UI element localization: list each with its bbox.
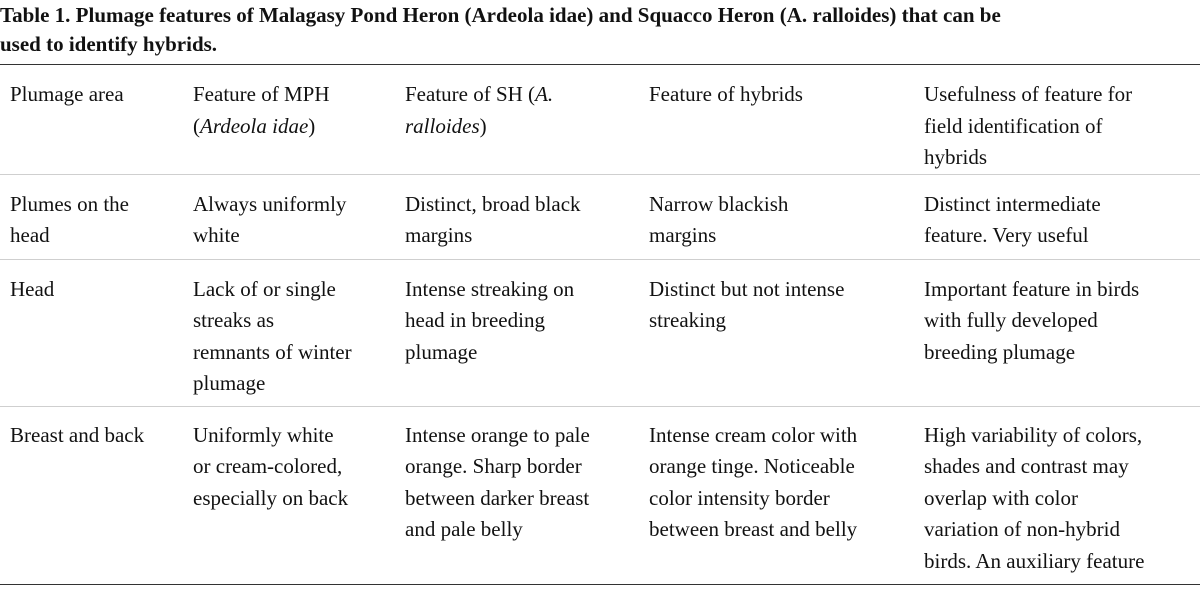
cell-feature-sh: Distinct, broad black margins xyxy=(405,191,581,247)
header-plumage-area: Plumage area xyxy=(10,82,124,106)
table-caption xyxy=(0,0,1200,62)
header-feature-sh: Feature of SH (A. ralloides) xyxy=(405,82,554,138)
header-usefulness: Usefulness of feature for field identification of hybrids xyxy=(924,82,1133,169)
cell-plumage-area: Head xyxy=(10,276,55,301)
cell-feature-mph: Always uniformly white xyxy=(193,191,347,247)
cell-feature-sh: Intense streaking on head in breeding plumage xyxy=(405,276,575,364)
cell-plumage-area: Breast and back xyxy=(10,422,145,447)
caption-line-1: Table 1. Plumage features of Malagasy Pond Heron (Ardeola idae) and Squacco Heron (A. ralloides) that can be xyxy=(0,3,1001,27)
cell-feature-mph: Lack of or single streaks as remnants of winter plumage xyxy=(193,276,352,395)
plumage-features-table xyxy=(0,64,1200,585)
cell-usefulness: Important feature in birds with fully developed breeding plumage xyxy=(924,276,1140,364)
cell-plumage-area: Plumes on the head xyxy=(10,191,129,247)
cell-feature-sh: Intense orange to pale orange. Sharp border between darker breast and pale belly xyxy=(405,422,590,541)
table-row xyxy=(0,259,1200,406)
cell-usefulness: Distinct intermediate feature. Very useful xyxy=(924,191,1101,247)
table-row xyxy=(0,174,1200,259)
caption-line-2: used to identify hybrids. xyxy=(0,32,218,56)
header-feature-hybrids: Feature of hybrids xyxy=(649,82,803,106)
header-feature-mph: Feature of MPH (Ardeola idae) xyxy=(193,82,330,138)
table-row xyxy=(0,406,1200,584)
cell-feature-hybrids: Intense cream color with orange tinge. Noticeable color intensity border between breast and belly xyxy=(649,422,858,541)
cell-feature-mph: Uniformly white or cream-colored, especially on back xyxy=(193,422,349,510)
header-row xyxy=(0,65,1200,175)
cell-feature-hybrids: Distinct but not intense streaking xyxy=(649,276,845,332)
species-genus-sh: A. xyxy=(535,82,554,106)
species-name-mph: Ardeola idae xyxy=(200,113,309,138)
cell-feature-hybrids: Narrow blackish margins xyxy=(649,191,789,247)
species-name-sh: ralloides xyxy=(405,113,480,138)
cell-usefulness: High variability of colors, shades and contrast may overlap with color variation of non-hybrid birds. An auxiliary feature xyxy=(924,422,1145,573)
